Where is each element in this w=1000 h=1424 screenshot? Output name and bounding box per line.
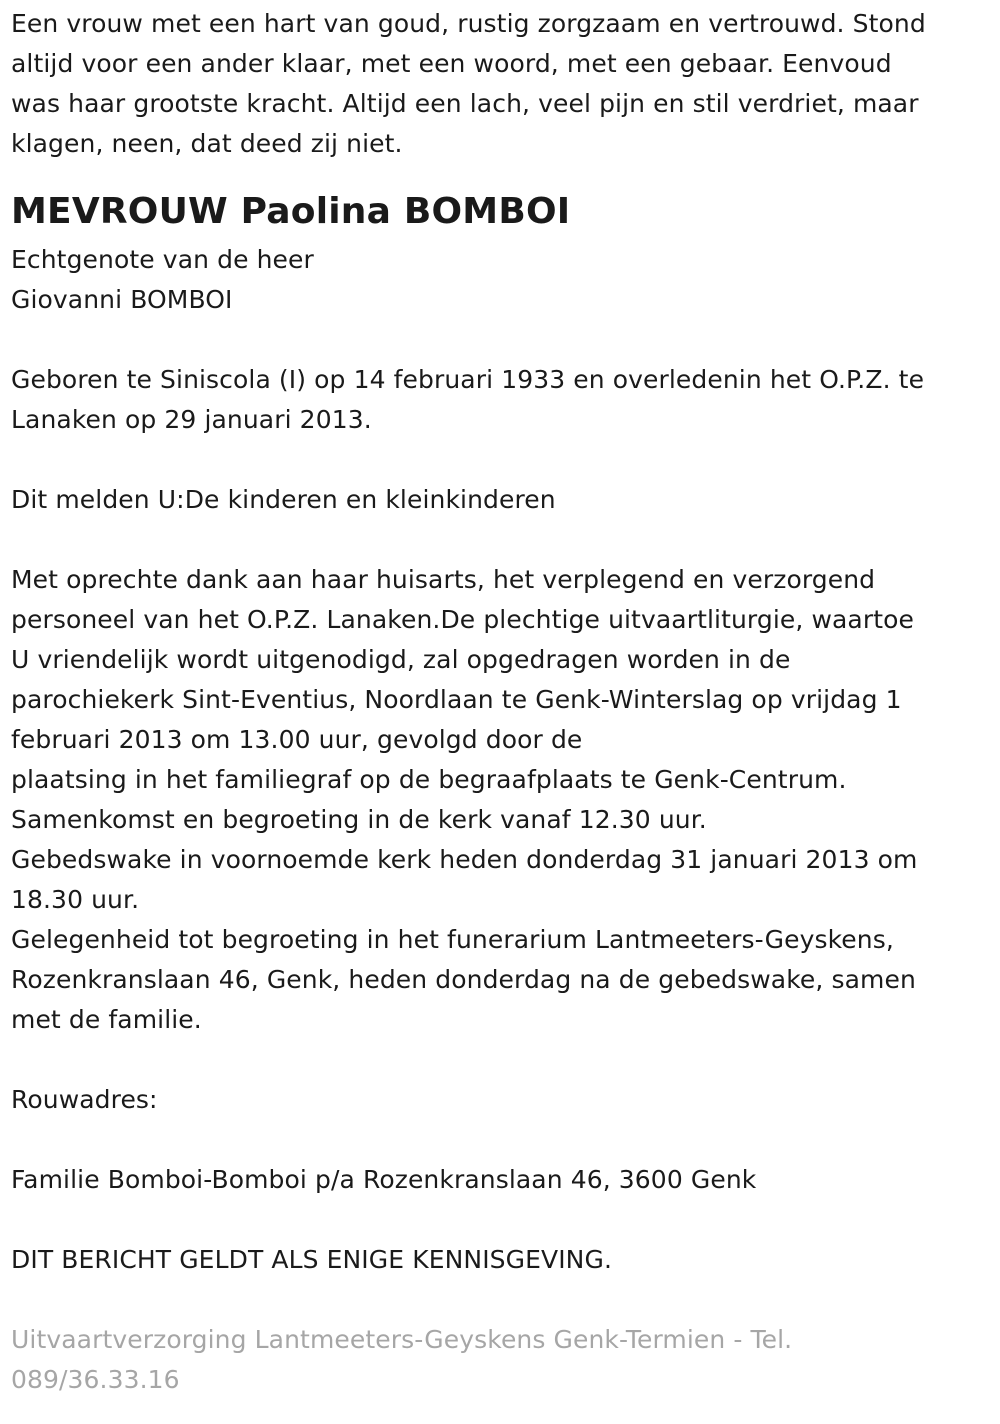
notice-line: DIT BERICHT GELDT ALS ENIGE KENNISGEVING. — [11, 1245, 612, 1274]
spacer — [11, 1040, 990, 1080]
poem-line: Een vrouw met een hart van goud, rustig zorgzaam en vertrouwd. Stond — [11, 9, 926, 38]
details-line: Rozenkranslaan 46, Genk, heden donderdag na de gebedswake, samen — [11, 965, 916, 994]
spacer — [11, 1120, 990, 1160]
spacer — [11, 440, 990, 480]
spacer — [11, 320, 990, 360]
details-line: februari 2013 om 13.00 uur, gevolgd door de — [11, 725, 583, 754]
details-line: parochiekerk Sint-Eventius, Noordlaan te Genk-Winterslag op vrijdag 1 — [11, 685, 902, 714]
spouse-line: Echtgenote van de heer — [11, 245, 314, 274]
poem-line: was haar grootste kracht. Altijd een lach, veel pijn en stil verdriet, maar — [11, 89, 919, 118]
deceased-name: MEVROUW Paolina BOMBOI — [11, 191, 571, 232]
details-line: Gelegenheid tot begroeting in het funerarium Lantmeeters-Geyskens, — [11, 925, 894, 954]
details-line: personeel van het O.P.Z. Lanaken.De plechtige uitvaartliturgie, waartoe — [11, 605, 914, 634]
spouse-line: Giovanni BOMBOI — [11, 285, 233, 314]
details-line: Gebedswake in voornoemde kerk heden donderdag 31 januari 2013 om — [11, 845, 918, 874]
spacer — [11, 1200, 990, 1240]
spacer — [11, 520, 990, 560]
poem — [11, 4, 990, 164]
address-line: Familie Bomboi-Bomboi p/a Rozenkranslaan 46, 3600 Genk — [11, 1165, 757, 1194]
footer-line: 089/36.33.16 — [11, 1365, 180, 1394]
details-line: U vriendelijk wordt uitgenodigd, zal opgedragen worden in de — [11, 645, 791, 674]
birth-death-line: Lanaken op 29 januari 2013. — [11, 405, 372, 434]
birth-death-block — [11, 360, 990, 440]
poem-line: klagen, neen, dat deed zij niet. — [11, 129, 403, 158]
announcers-line: Dit melden U:De kinderen en kleinkinderen — [11, 485, 556, 514]
footer-line: Uitvaartverzorging Lantmeeters-Geyskens Genk-Termien - Tel. — [11, 1325, 793, 1354]
spouse-block — [11, 240, 990, 320]
poem-line: altijd voor een ander klaar, met een woord, met een gebaar. Eenvoud — [11, 49, 892, 78]
address-label: Rouwadres: — [11, 1085, 158, 1114]
funeral-home-footer — [11, 1320, 990, 1400]
details-line: Samenkomst en begroeting in de kerk vanaf 12.30 uur. — [11, 805, 707, 834]
details-line: 18.30 uur. — [11, 885, 140, 914]
funeral-details — [11, 560, 990, 1040]
spacer — [11, 1280, 990, 1320]
details-line: met de familie. — [11, 1005, 202, 1034]
details-line: Met oprechte dank aan haar huisarts, het verplegend en verzorgend — [11, 565, 876, 594]
birth-death-line: Geboren te Siniscola (I) op 14 februari 1933 en overledenin het O.P.Z. te — [11, 365, 925, 394]
details-line: plaatsing in het familiegraf op de begraafplaats te Genk-Centrum. — [11, 765, 847, 794]
